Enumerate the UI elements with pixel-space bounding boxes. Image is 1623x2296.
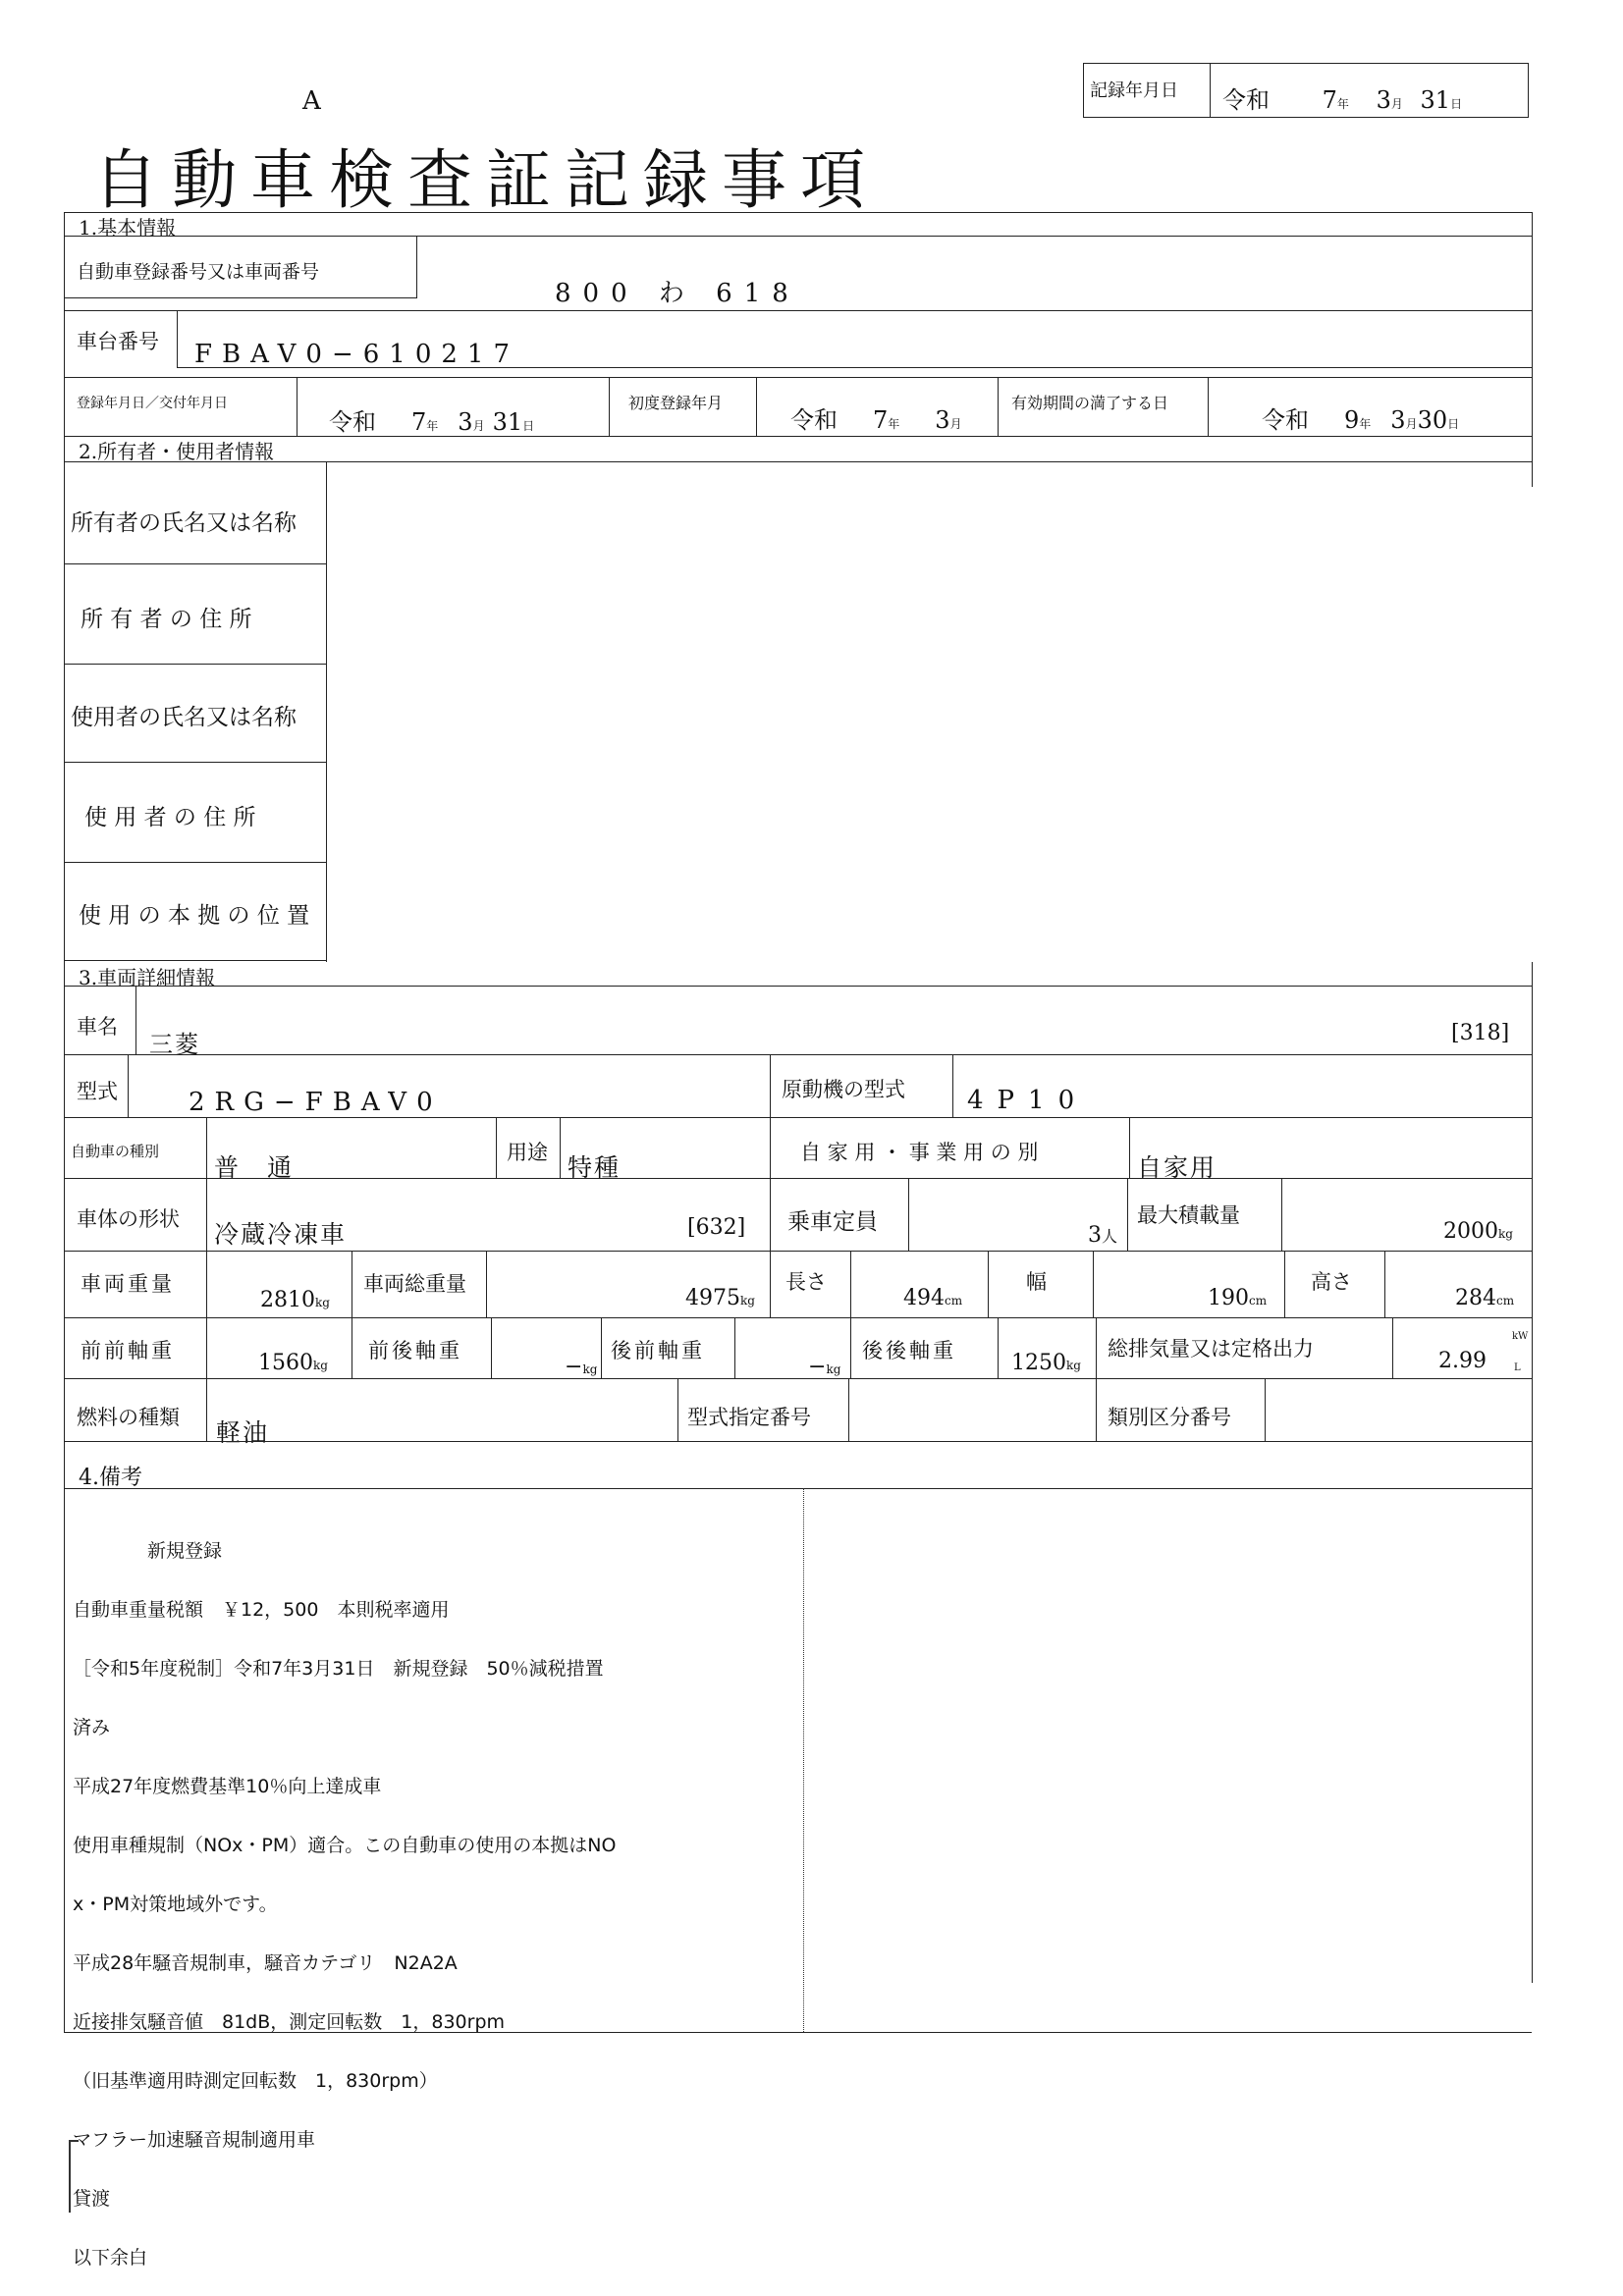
- height-value: 284cm: [1455, 1286, 1515, 1310]
- capacity-label: 乗車定員: [787, 1209, 878, 1235]
- user-name-label: 使用者の氏名又は名称: [71, 705, 297, 730]
- make-label: 車名: [77, 1015, 118, 1039]
- first-reg-label: 初度登録年月: [628, 394, 724, 412]
- remarks-line: 済み: [73, 1717, 111, 1738]
- expiry-label: 有効期間の満了する日: [1011, 394, 1169, 412]
- remarks-line: 以下余白: [73, 2247, 148, 2269]
- weight-value: 2810kg: [260, 1288, 330, 1312]
- displacement-unit-bottom: L: [1514, 1362, 1521, 1373]
- remarks-line: 平成28年騒音規制車，騒音カテゴリ N2A2A: [73, 1952, 458, 1974]
- fuel-label: 燃料の種類: [77, 1406, 180, 1429]
- remarks-line: 使用車種規制（NOx・PM）適合。この自動車の使用の本拠はNO: [73, 1835, 617, 1856]
- rf-axle-value: −kg: [808, 1355, 841, 1379]
- record-date-label: 記録年月日: [1090, 80, 1178, 101]
- type-designation-label: 型式指定番号: [687, 1406, 811, 1429]
- category-label: 類別区分番号: [1108, 1406, 1231, 1429]
- weight-label: 車両重量: [81, 1272, 175, 1296]
- ff-axle-value: 1560kg: [258, 1351, 328, 1375]
- owner-address-label: 所 有 者 の 住 所: [81, 607, 252, 632]
- rr-axle-value: 1250kg: [1011, 1351, 1081, 1375]
- base-location-label: 使 用 の 本 拠 の 位 置: [79, 903, 310, 929]
- engine-label: 原動機の型式: [782, 1078, 905, 1101]
- max-load-label: 最大積載量: [1137, 1203, 1240, 1227]
- displacement-unit-top: kW: [1512, 1331, 1529, 1342]
- length-value: 494cm: [903, 1286, 963, 1310]
- height-label: 高さ: [1311, 1270, 1352, 1294]
- remarks-line: 貸渡: [73, 2188, 111, 2210]
- private-value: 自家用: [1137, 1153, 1217, 1182]
- engine-value: 4P10: [967, 1086, 1089, 1115]
- width-value: 190cm: [1208, 1286, 1268, 1310]
- model-label: 型式: [77, 1080, 118, 1103]
- make-code: [318]: [1451, 1021, 1510, 1045]
- remarks-line: 自動車重量税額 ￥12，500 本則税率適用: [73, 1599, 450, 1621]
- chassis-label: 車台番号: [77, 330, 159, 353]
- fr-axle-value: −kg: [565, 1355, 598, 1379]
- ff-axle-label: 前前軸重: [81, 1339, 175, 1362]
- reg-no-value: 800 わ 618: [555, 279, 800, 308]
- capacity-value: 3人: [1088, 1223, 1118, 1248]
- remarks-line: （旧基準適用時測定回転数 1，830rpm）: [73, 2070, 438, 2092]
- chassis-value: FBAV0−610217: [194, 340, 519, 369]
- section-owner-label: 2.所有者・使用者情報: [79, 440, 275, 463]
- length-label: 長さ: [785, 1270, 827, 1294]
- record-date: 令和 7年 3月 31日: [1222, 86, 1463, 114]
- owner-name-label: 所有者の氏名又は名称: [71, 510, 297, 536]
- rf-axle-label: 後前軸重: [611, 1339, 705, 1362]
- page-title: 自動車検査証記録事項: [93, 142, 879, 218]
- reg-date-value: 令和 7年 3月 31日: [329, 408, 535, 436]
- max-load-value: 2000kg: [1443, 1219, 1513, 1244]
- kind-label: 自動車の種別: [71, 1143, 160, 1160]
- section-remarks-label: 4.備考: [79, 1466, 142, 1490]
- first-reg-value: 令和 7年 3月: [790, 406, 962, 434]
- remarks-line: ［令和5年度税制］令和7年3月31日 新規登録 50％減税措置: [73, 1658, 604, 1680]
- reg-no-label: 自動車登録番号又は車両番号: [77, 261, 320, 283]
- gross-value: 4975kg: [685, 1286, 755, 1310]
- fuel-value: 軽油: [216, 1418, 270, 1447]
- expiry-value: 令和 9年 3月30日: [1262, 406, 1460, 434]
- make-value: 三菱: [149, 1031, 200, 1058]
- body-code: [632]: [687, 1215, 746, 1240]
- section-vehicle-label: 3.車両詳細情報: [79, 966, 216, 989]
- bracket-mark: [69, 2140, 79, 2213]
- width-label: 幅: [1026, 1270, 1047, 1294]
- corner-mark: A: [302, 86, 321, 116]
- remarks-line: x・PM対策地域外です。: [73, 1894, 278, 1915]
- displacement-value: 2.99: [1438, 1349, 1487, 1373]
- body-value: 冷蔵冷凍車: [214, 1220, 348, 1249]
- user-address-label: 使 用 者 の 住 所: [84, 805, 256, 830]
- private-label: 自 家 用 ・ 事 業 用 の 別: [800, 1141, 1039, 1164]
- fr-axle-label: 前後軸重: [368, 1339, 462, 1362]
- body-label: 車体の形状: [77, 1207, 180, 1231]
- remarks-line: マフラー加速騒音規制適用車: [73, 2129, 316, 2151]
- remarks-text: [73, 1502, 616, 2287]
- rr-axle-label: 後後軸重: [862, 1339, 956, 1362]
- gross-label: 車両総重量: [363, 1272, 466, 1296]
- kind-value: 普 通: [214, 1153, 295, 1182]
- section-basic-label: 1.基本情報: [79, 216, 177, 240]
- remarks-line: 新規登録: [73, 1540, 223, 1562]
- use-label: 用途: [507, 1141, 548, 1164]
- reg-date-label: 登録年月日／交付年月日: [77, 396, 228, 411]
- use-value: 特種: [568, 1153, 622, 1182]
- remarks-line: 近接排気騒音値 81dB，測定回転数 1，830rpm: [73, 2011, 506, 2033]
- displacement-label: 総排気量又は定格出力: [1108, 1337, 1314, 1361]
- model-value: 2RG−FBAV0: [189, 1088, 443, 1117]
- remarks-line: 平成27年度燃費基準10％向上達成車: [73, 1776, 382, 1797]
